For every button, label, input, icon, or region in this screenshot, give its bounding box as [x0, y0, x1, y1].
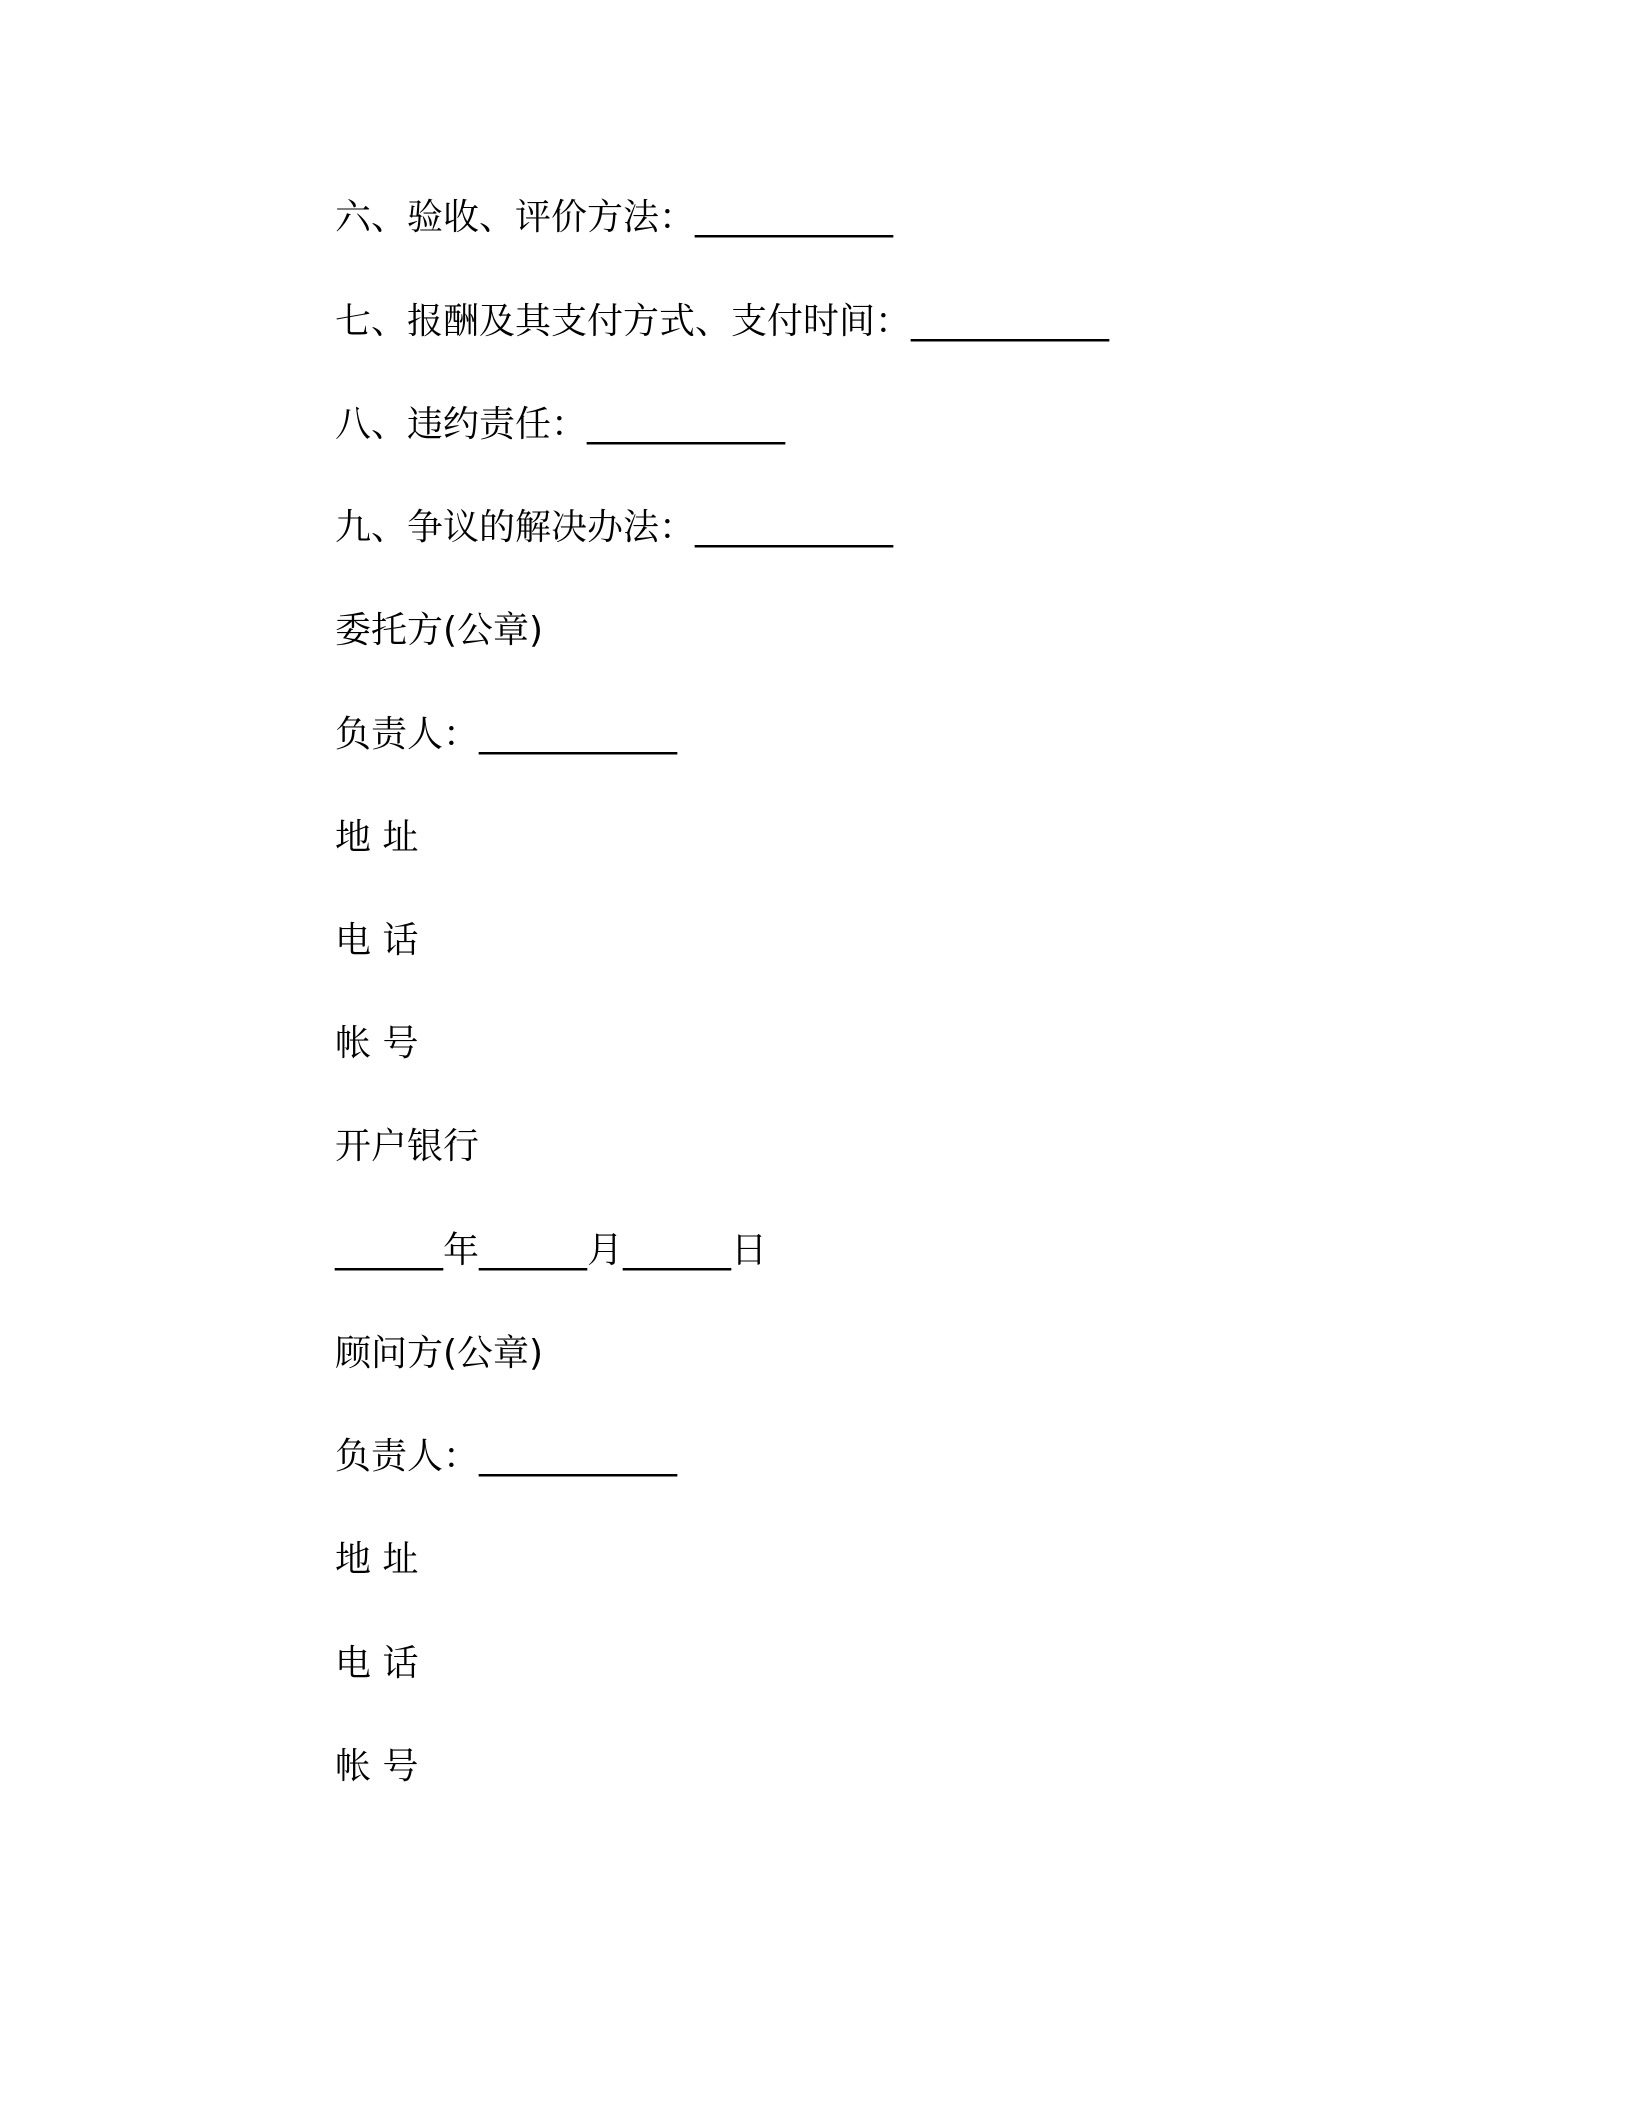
clause-remuneration-payment: 七、报酬及其支付方式、支付时间：___________ — [335, 301, 1110, 342]
client-address: 地 址 — [335, 817, 419, 858]
client-account: 帐 号 — [335, 1023, 419, 1064]
client-party-seal: 委托方(公章) — [335, 610, 544, 651]
client-responsible-person: 负责人：___________ — [335, 714, 678, 755]
clause-dispute-resolution: 九、争议的解决办法：___________ — [335, 507, 894, 548]
client-phone: 电 话 — [335, 920, 419, 961]
client-bank: 开户银行 — [335, 1126, 480, 1167]
consultant-phone: 电 话 — [335, 1643, 419, 1684]
consultant-responsible-person: 负责人：___________ — [335, 1436, 678, 1477]
clause-breach-liability: 八、违约责任：___________ — [335, 404, 786, 445]
signing-date: ______年______月______日 — [335, 1230, 767, 1271]
consultant-party-seal: 顾问方(公章) — [335, 1333, 544, 1374]
clause-acceptance-method: 六、验收、评价方法：___________ — [335, 197, 894, 238]
consultant-account: 帐 号 — [335, 1746, 419, 1787]
consultant-address: 地 址 — [335, 1539, 419, 1580]
